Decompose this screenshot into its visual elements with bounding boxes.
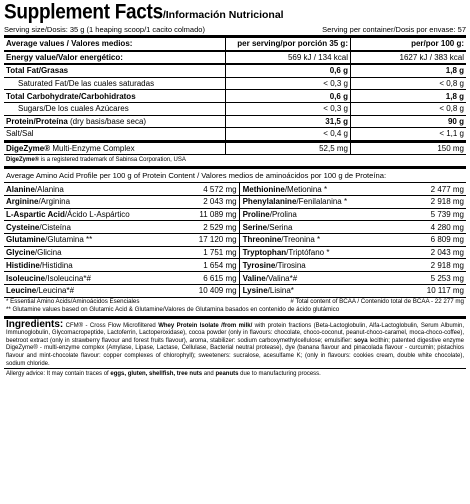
trademark-note (4, 155, 466, 166)
fat-label: Total Fat/Grasas (6, 66, 69, 76)
amino-row (4, 259, 466, 272)
carbohydrate-label: Total Carbohydrate/Carbohidratos (6, 91, 136, 101)
supplement-facts-panel (4, 0, 466, 496)
amino-value: 1 751 mg (132, 246, 239, 259)
ingredients-text-1: CFM® - Cross Flow Microfiltered (63, 322, 159, 329)
protein-row (4, 115, 466, 128)
amino-name (4, 221, 132, 234)
amino-name-en: Histidine (6, 260, 40, 270)
amino-name-en: Methionine (242, 184, 285, 194)
fat-row (4, 64, 466, 77)
amino-header: Average Amino Acid Profile per 100 g of Protein Content / Valores medios de aminoácidos por 100 g de Proteína: (6, 171, 387, 181)
amino-name-es: /Metionina * (284, 184, 328, 194)
amino-row (4, 234, 466, 247)
amino-value: 5 739 mg (359, 208, 466, 221)
allergy-text-1: Allergy advice: It may contain traces of (6, 371, 111, 378)
amino-name (239, 221, 359, 234)
carbohydrate-row (4, 90, 466, 103)
amino-name-es: /Treonina * (281, 235, 321, 245)
carbohydrate-serving: 0,6 g (226, 90, 351, 103)
amino-name (239, 284, 359, 297)
sugars-label: Sugars/De los cuales Azúcares (18, 104, 129, 114)
amino-value: 2 918 mg (359, 259, 466, 272)
protein-100g: 90 g (350, 115, 466, 128)
amino-value: 2 043 mg (359, 246, 466, 259)
digezyme-desc: Multi-Enzyme Complex (50, 144, 135, 154)
amino-name-en: Alanine (6, 184, 35, 194)
digezyme-100g: 150 mg (350, 141, 466, 155)
digezyme-name: DigeZyme® (6, 144, 51, 154)
amino-value: 11 089 mg (132, 208, 239, 221)
sugars-100g: < 0,8 g (350, 102, 466, 115)
amino-name (4, 272, 132, 285)
amino-name (4, 234, 132, 247)
amino-name-es: /Glicina (34, 248, 62, 258)
amino-name-en: Lysine (242, 286, 268, 296)
ingredients-text-3: lecithin; patented digestive enzyme DigeZyme® - multi-enzyme complex (Amylase, Lipase, Lactase, Cellulase, Bacterial neutral protease), dye (banana flavour and pinacolada flavour - curcumin; pistachios flavour and mint-chocolate flavour: copper complexes of chlorophyll); sweeteners: sucralose, acesulfame K; (only in flavours: cookies cream, double white chocolate), sodium chloride. (6, 337, 464, 367)
amino-name-en: Glutamine (6, 235, 46, 245)
amino-name-en: Isoleucine (6, 273, 46, 283)
amino-name-es: /Cisteína (39, 222, 71, 232)
amino-row (4, 196, 466, 209)
carbohydrate-100g: 1,8 g (350, 90, 466, 103)
protein-label (4, 115, 226, 128)
amino-name-en: Arginine (6, 197, 39, 207)
salt-100g: < 1,1 g (350, 128, 466, 142)
amino-name-es: /Alanina (34, 184, 64, 194)
amino-value: 4 280 mg (359, 221, 466, 234)
amino-row (4, 272, 466, 285)
salt-row (4, 128, 466, 142)
title-sub: /Información Nutricional (162, 9, 284, 21)
amino-value: 6 615 mg (132, 272, 239, 285)
bcaa-note: # Total content of BCAA / Contenido total de BCAA - 22 277 mg (290, 297, 464, 305)
amino-name (4, 196, 132, 209)
amino-name (4, 284, 132, 297)
amino-value: 17 120 mg (132, 234, 239, 247)
amino-name-en: Tyrosine (242, 260, 276, 270)
allergy-text-3: due to manufacturing process. (238, 371, 321, 378)
sugars-row (4, 102, 466, 115)
amino-row (4, 183, 466, 195)
amino-name-en: Serine (242, 222, 268, 232)
amino-name-es: /Triptófano * (286, 248, 330, 258)
amino-name-es: /Lisina* (267, 286, 294, 296)
title-main: Supplement Facts (4, 0, 163, 25)
amino-name-en: Leucine (6, 286, 37, 296)
amino-name (4, 259, 132, 272)
allergy-bold-1: eggs, gluten, shellfish, tree nuts (110, 371, 203, 378)
digezyme-label (4, 141, 226, 155)
amino-row (4, 208, 466, 221)
amino-table (4, 183, 466, 297)
sugars-serving: < 0,3 g (226, 102, 351, 115)
energy-label: Energy value/Valor energético: (6, 52, 123, 62)
amino-value: 2 529 mg (132, 221, 239, 234)
serving-info (4, 25, 466, 35)
energy-serving: 569 kJ / 134 kcal (226, 51, 351, 65)
amino-name-es: /Fenilalanina * (296, 197, 348, 207)
amino-name-en: Threonine (242, 235, 282, 245)
amino-name-en: Glycine (6, 248, 35, 258)
amino-name (239, 234, 359, 247)
amino-name-en: Cysteine (6, 222, 40, 232)
amino-value: 6 809 mg (359, 234, 466, 247)
amino-name (239, 196, 359, 209)
amino-name-es: /Prolina (269, 210, 297, 220)
amino-value: 5 253 mg (359, 272, 466, 285)
amino-name (4, 183, 132, 195)
amino-name-es: /Tirosina (275, 260, 306, 270)
trademark-text: is a registered trademark of Sabinsa Corporation, USA (39, 157, 186, 164)
amino-name-en: Tryptophan (242, 248, 287, 258)
protein-name: Protein/Proteína (6, 116, 68, 126)
amino-value: 10 117 mg (359, 284, 466, 297)
glutamine-footnote (4, 306, 466, 314)
amino-name-es: /Ácido L-Aspártico (64, 210, 130, 220)
fat-100g: 1,8 g (350, 64, 466, 77)
amino-name (4, 208, 132, 221)
allergy-bold-2: peanuts (215, 371, 239, 378)
header-100g: per/por 100 g: (350, 38, 466, 51)
amino-name-es: /Isoleucina*# (45, 273, 91, 283)
amino-name (4, 246, 132, 259)
amino-row (4, 221, 466, 234)
amino-value: 4 572 mg (132, 183, 239, 195)
amino-name (239, 183, 359, 195)
serving-size: Serving size/Dosis: 35 g (1 heaping scoop/1 cacito colmado) (4, 25, 205, 34)
salt-label: Salt/Sal (6, 129, 34, 139)
amino-name-es: /Valina*# (265, 273, 298, 283)
servings-per-container: Serving per container/Dosis por envase: 57 (322, 25, 466, 34)
amino-name-en: Phenylalanine (242, 197, 297, 207)
amino-name (239, 259, 359, 272)
ingredients-bold-1: Whey Protein Isolate /from milk/ (158, 322, 253, 329)
digezyme-row (4, 141, 466, 155)
amino-name-en: Proline (242, 210, 270, 220)
glutamine-note: ** Glutamine values based on Glutamic Acid & Glutamine/Valores de Glutamina basados en contenido de ácido glutámico (6, 305, 340, 313)
header-label: Average values / Valores medios: (6, 39, 133, 49)
energy-row (4, 51, 466, 65)
energy-100g: 1627 kJ / 383 kcal (350, 51, 466, 65)
amino-row (4, 246, 466, 259)
saturated-fat-row (4, 77, 466, 90)
protein-basis: (dry basis/base seca) (67, 116, 147, 126)
saturated-fat-label: Saturated Fat/De las cuales saturadas (18, 79, 155, 89)
digezyme-serving: 52,5 mg (226, 141, 351, 155)
amino-value: 1 654 mg (132, 259, 239, 272)
amino-value: 2 918 mg (359, 196, 466, 209)
ingredients-bold-2: soya (353, 337, 368, 344)
amino-value: 2 477 mg (359, 183, 466, 195)
amino-name-en: L-Aspartic Acid (6, 210, 65, 220)
amino-name-es: /Glutamina ** (45, 235, 93, 245)
salt-serving: < 0,4 g (226, 128, 351, 142)
nutrition-header-row (4, 38, 466, 51)
amino-value: 10 409 mg (132, 284, 239, 297)
amino-name (239, 246, 359, 259)
amino-name (239, 272, 359, 285)
ingredients-label: Ingredients: (6, 318, 64, 330)
ingredients-block (4, 319, 466, 369)
amino-name-es: /Leucina*# (36, 286, 75, 296)
protein-serving: 31,5 g (226, 115, 351, 128)
trademark-name: DigeZyme® (6, 157, 40, 164)
amino-row (4, 284, 466, 297)
essential-note: * Essential Amino Acids/Aminoácidos Esenciales (6, 297, 140, 305)
amino-footnote (4, 298, 466, 306)
ingredients-text-2: with protein fractions (Beta-Lactoglobulin, Alfa-Lactoglobulin, Serum Albumin, Immunoglobulin, Glycomacropeptide, Lactoferrin, Lactoperoxidase), cocoa powder (only in flavours: chocolate, choco-coconut, peanut-choco-caramel, moca-choco-coffee), beetroot extract (only in strawberry flavour and forest fruits flavour), aroma, stabilizer: sodium carboxymethylcellulose; emulsifier: (6, 322, 464, 344)
amino-name-es: /Histidina (39, 260, 73, 270)
amino-name (239, 208, 359, 221)
amino-name-es: /Serina (267, 222, 293, 232)
amino-value: 2 043 mg (132, 196, 239, 209)
amino-name-en: Valine (242, 273, 266, 283)
saturated-fat-serving: < 0,3 g (226, 77, 351, 90)
panel-title (4, 0, 466, 25)
amino-name-es: /Arginina (38, 197, 71, 207)
allergy-advice (4, 368, 466, 380)
header-serving: per serving/por porción 35 g: (226, 38, 351, 51)
nutrition-table (4, 38, 466, 155)
saturated-fat-100g: < 0,8 g (350, 77, 466, 90)
allergy-text-2: and (202, 371, 216, 378)
fat-serving: 0,6 g (226, 64, 351, 77)
